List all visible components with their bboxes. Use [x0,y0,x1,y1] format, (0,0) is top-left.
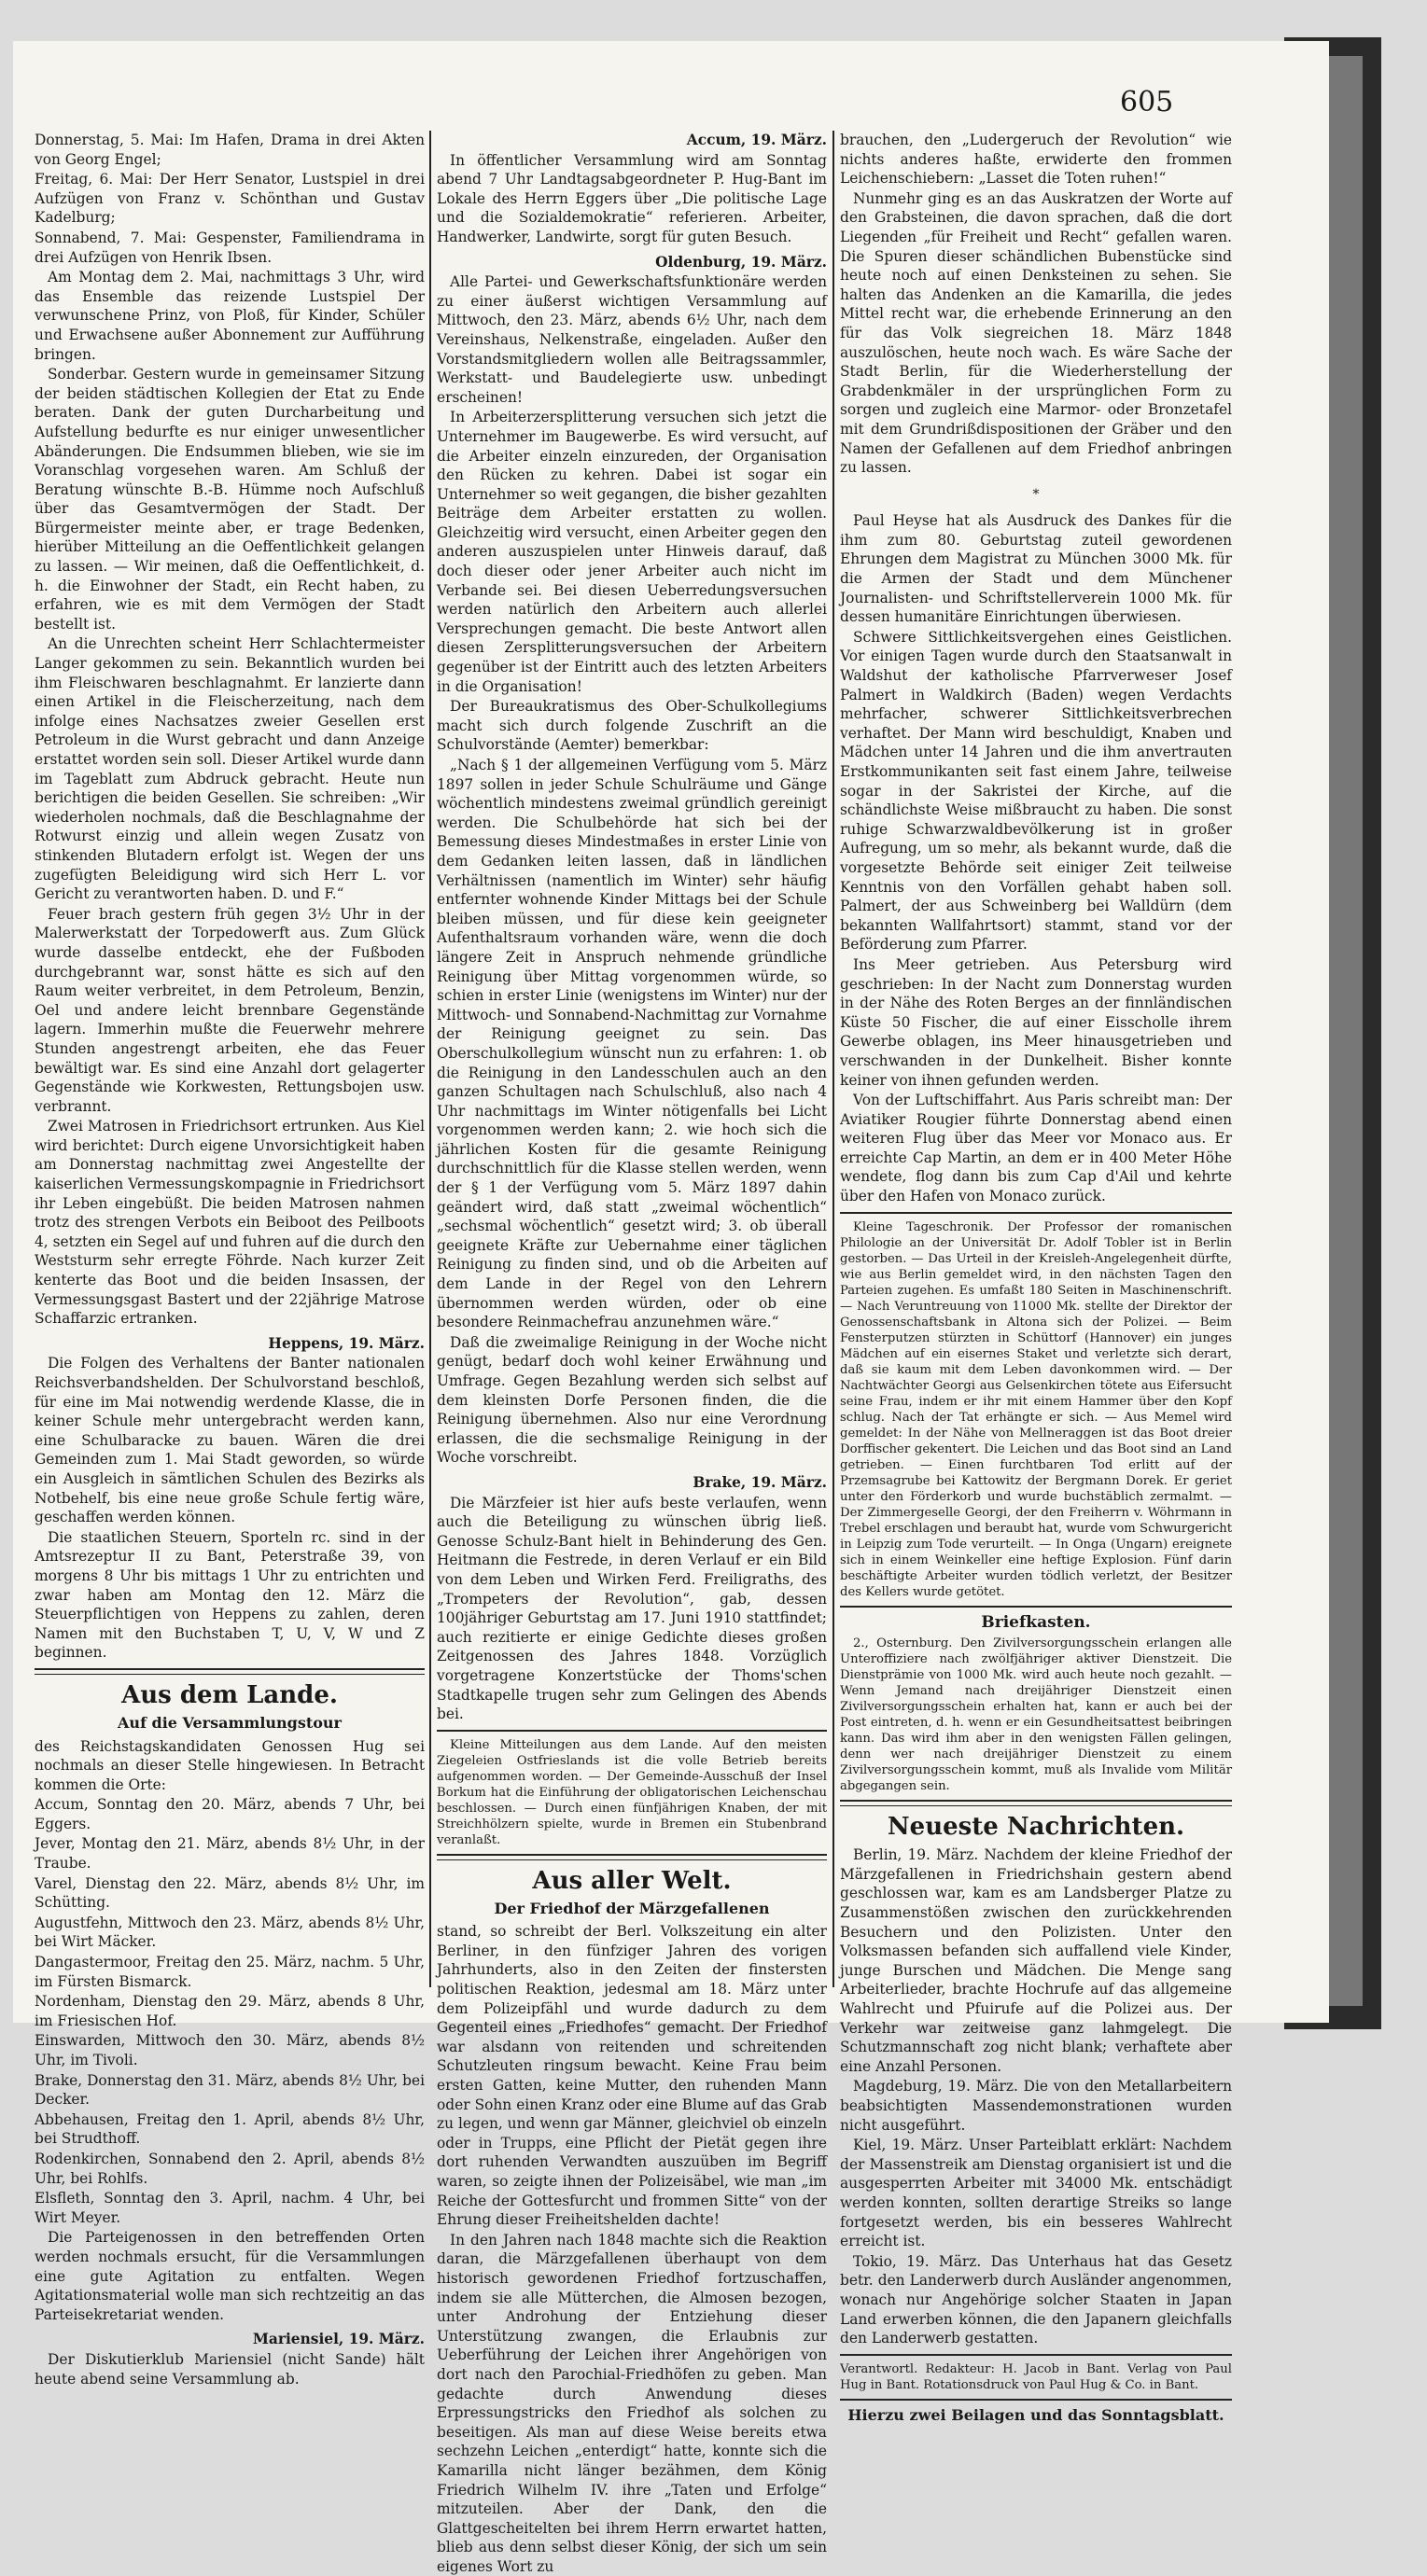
article-paragraph: Feuer brach gestern früh gegen 3½ Uhr in der Malerwerkstatt der Torpedowerft aus. Zum Glück wurde dasselbe entdeckt, ehe der Fußboden durchgebrannt war, sonst hätte es sich auf den Raum weiter verbreitet, in dem Petroleum, Benzin, Oel und andere leicht brennbare Gegenstände lagern. Immerhin mußte die Feuerwehr mehrere Stunden angestrengt arbeiten, ehe das Feuer bewältigt war. Es sind eine Anzahl dort gelagerter Gegenstände wie Korkwesten, Rettungsbojen usw. verbrannt. [35,905,425,1115]
article-paragraph: Der Diskutierklub Mariensiel (nicht Sande) hält heute abend seine Versammlung ab. [35,2350,425,2388]
program-row: Sonnabend, 7. Mai: Gespenster, Familiendrama in drei Aufzügen von Henrik Ibsen. [35,229,425,266]
rule [840,1606,1232,1608]
tour-item: Varel, Dienstag den 22. März, abends 8½ Uhr, im Schütting. [35,1874,425,1912]
article-paragraph: Von der Luftschiffahrt. Aus Paris schreibt man: Der Aviatiker Rougier führte Donnerstag abend einen weiteren Flug über das Meer vor Monaco aus. Er erreichte Cap Martin, an dem er in 400 Meter Höhe wendete, flog dann bis zum Cap d'Ail und kehrte über den Hafen von Monaco zurück. [840,1092,1232,1205]
column-rule [429,131,431,1987]
news-item: Tokio, 19. März. Das Unterhaus hat das Gesetz betr. den Landerwerb durch Ausländer angenommen, wonach nur Angehörige solcher Staaten in Japan Land erwerben können, die den Japanern gleichfalls den Landerwerb gestatten. [840,2252,1232,2347]
article-paragraph: Die Folgen des Verhaltens der Banter nationalen Reichsverbandshelden. Der Schulvorstand beschloß, für eine im Mai notwendig werdende Klasse, die in keiner Schule mehr untergebracht werden kann, eine Schulbaracke zu bauen. Wären die drei Gemeinden zum 1. Mai Stadt geworden, so würde ein Ausgleich in sämtlichen Schulen des Bezirks als Notbehelf, bis eine neue große Schule fertig wäre, geschaffen werden können. [35,1355,425,1526]
page-number: 605 [1120,86,1174,118]
news-item: Kiel, 19. März. Unser Parteiblatt erklärt: Nachdem der Massenstreik am Dienstag organisiert ist und die ausgesperrten Arbeiter mit 34000 Mk. entschädigt werden konnten, sollten derartige Streiks so lange fortgesetzt werden, bis ein besseres Wahlrecht erreicht ist. [840,2137,1232,2250]
tour-item: Jever, Montag den 21. März, abends 8½ Uhr, in der Traube. [35,1835,425,1873]
dateline: Brake, 19. März. [693,1473,827,1491]
article-paragraph: Der Bureaukratismus des Ober-Schulkollegiums macht sich durch folgende Zuschrift an die Schulvorstände (Aemter) bemerkbar: [437,698,827,754]
article-paragraph: Alle Partei- und Gewerkschaftsfunktionäre werden zu einer äußerst wichtigen Versammlung auf Mittwoch, den 23. März, abends 6½ Uhr, nach dem Vereinshaus, Nelkenstraße, eingeladen. Außer den Vorstandsmitgliedern wollen alle Beitragssammler, Werkstatt- und Baudelegierte usw. unbedingt erscheinen! [437,273,827,406]
tour-item: Augustfehn, Mittwoch den 23. März, abends 8½ Uhr, bei Wirt Mäcker. [35,1914,425,1951]
article-paragraph: Schwere Sittlichkeitsvergehen eines Geistlichen. Vor einigen Tagen wurde durch den Staatsanwalt in Waldshut der katholische Pfarrverweser Josef Palmert in Waldkirch (Baden) wegen Verdachts mehrfacher, schwerer Sittlichkeitsverbrechen verhaftet. Der Mann wird beschuldigt, Knaben und Mädchen unter 14 Jahren und die ihm anvertrauten Erstkommunikanten seit fast einem Jahre, teilweise sogar in der Sakristei der Kirche, auf die schändlichste Weise mißbraucht zu haben. Die sonst ruhige Schwarzwaldbevölkerung ist in großer Aufregung, um so mehr, als bekannt wurde, daß die vorgesetzte Behörde seit einiger Zeit teilweise Kenntnis von den Vorfällen gehabt haben soll. Palmert, der aus Schweinberg bei Walldürn (dem bekannten Wallfahrtsort) stammt, stand vor der Beförderung zum Pfarrer. [840,628,1232,954]
article-paragraph: In den Jahren nach 1848 machte sich die Reaktion daran, die Märzgefallenen überhaupt von dem historisch gewordenen Friedhof fortzuschaffen, indem sie alle Mütterchen, die Almosen bezogen, unter Androhung der Entziehung dieser Unterstützung zwangen, die Erlaubnis zur Ueberführung der Leichen ihrer Angehörigen von dort nach den Parochial-Friedhöfen zu geben. Man gedachte durch Anwendung dieses Erpressungstricks den Friedhof als solchen zu beseitigen. Als man auf diese Weise bereits etwa sechzehn Leichen „enterdigt“ hatte, konnte sich die Kamarilla nicht länger bezähmen, dem König Friedrich Wilhelm IV. ihre „Taten und Erfolge“ mitzuteilen. Aber der Dank, den die Glattgescheitelten bei ihrem Herrn erwartet hatten, blieb aus denn selbst dieser König, der sich um sein eigenes Wort zu [437,2231,827,2575]
article-paragraph: Die Parteigenossen in den betreffenden Orten werden nochmals ersucht, für die Versammlungen eine gute Agitation zu entfalten. Wegen Agitationsmaterial wolle man sich rechtzeitig an das Parteisekretariat wenden. [35,2229,425,2323]
small-news: Kleine Mitteilungen aus dem Lande. Auf den meisten Ziegeleien Ostfrieslands ist die volle Betrieb bereits aufgenommen worden. — Der Gemeinde-Ausschuß der Insel Borkum hat die Einführung der obligatorischen Leichenschau beschlossen. — Durch einen fünfjährigen Knaben, der mit Streichhölzern spielte, wurde in Bremen ein Stubenbrand veranlaßt. [437,1737,827,1847]
tour-item: Einswarden, Mittwoch den 30. März, abends 8½ Uhr, im Tivoli. [35,2032,425,2068]
program-row: Freitag, 6. Mai: Der Herr Senator, Lustspiel in drei Aufzügen von Franz v. Schönthan und Gustav Kadelburg; [35,171,425,227]
column-2 [437,131,827,2575]
daily-chronicle: Kleine Tageschronik. Der Professor der romanischen Philologie an der Universität Dr. Adolf Tobler ist in Berlin gestorben. — Das Urteil in der Kreisleh-Angelegenheit dürfte, wie aus Berlin gemeldet wird, in den nächsten Tagen den Parteien zugehen. Es umfaßt 180 Seiten in Maschinenschrift. — Nach Veruntreuung von 11000 Mk. stellte der Direktor der Genossenschaftsbank in Altona sich der Polizei. — Beim Fensterputzen stürzten in Schüttorf (Hannover) ein junges Mädchen auf ein eisernes Staket und verletzte sich derart, daß sie kaum mit dem Leben davonkommen wird. — Der Nachtwächter Georgi aus Gelsenkirchen tötete aus Eifersucht seine Frau, indem er ihr mit einem Hammer über den Kopf schlug. Nach der Tat erhängte er sich. — Aus Memel wird gemeldet: In der Nähe von Mellneraggen ist das Boot dreier Dorffischer gekentert. Die Leichen und das Boot sind an Land getrieben. — Einen furchtbaren Tod erlitt auf der Przemsagrube bei Kattowitz der Bergmann Dorek. Er geriet unter den Förderkorb und wurde buchstäblich zermalmt. — Der Zimmergeselle Georgi, der den Freiherrn v. Wöhrmann in Trebel erschlagen und beraubt hat, wurde vom Schwurgericht in Leipzig zum Tode verurteilt. — In Onga (Ungarn) ereignete sich in einem Weinkeller eine heftige Explosion. Fünf darin beschäftigte Arbeiter wurden tödlich verletzt, der Besitzer des Kellers wurde getötet. [840,1219,1232,1599]
article-paragraph: In öffentlicher Versammlung wird am Sonntag abend 7 Uhr Landtagsabgeordneter P. Hug-Bant im Lokale des Herrn Eggers über „Die politische Lage und die Sozialdemokratie“ referieren. Arbeiter, Handwerker, Landwirte, sorgt für guten Besuch. [437,151,827,245]
news-item: Berlin, 19. März. Nachdem der kleine Friedhof der Märzgefallenen in Friedrichshain gestern abend geschlossen war, kam es am Landsberger Platze zu Zusammenstößen zwischen den zurückkehrenden Besuchern und den Polizisten. Unter den Volksmassen befanden sich auffallend viele Kinder, junge Burschen und Mädchen. Die Menge sang Arbeiterlieder, brachte Hochrufe auf das allgemeine Wahlrecht und Pfuirufe auf die Polizei aus. Der Verkehr war zeitweise ganz lahmgelegt. Die Schutzmannschaft zog nicht blank; verhaftete aber eine Anzahl Personen. [840,1846,1232,2075]
article-paragraph: Ins Meer getrieben. Aus Petersburg wird geschrieben: In der Nacht zum Donnerstag wurden in der Nähe des Roten Berges an der finnländischen Küste 50 Fischer, die auf einer Eisscholle ihrem Gewerbe oblagen, ins Meer hinausgetrieben und verschwanden in der Dunkelheit. Bisher konnte keiner von ihnen gefunden werden. [840,955,1232,1089]
section-title: Neueste Nachrichten. [887,1813,1185,1842]
article-paragraph: Die staatlichen Steuern, Sporteln rc. sind in der Amtsrezeptur II zu Bant, Peterstraße 39, von morgens 8 Uhr bis mittags 1 Uhr zu entrichten und zwar haben am Montag den 12. März die Steuerpflichtigen von Heppens zu zahlen, deren Namen mit den Buchstaben T, U, V, W und Z beginnen. [35,1528,425,1662]
article-paragraph: Nunmehr ging es an das Auskratzen der Worte auf den Grabsteinen, die davon sprachen, daß die dort Liegenden „für Freiheit und Recht“ gefallen waren. Die Spuren dieser schändlichen Bubenstücke sind heute noch auf einen Denksteinen zu sehen. Sie halten das Andenken an die Kamarilla, die jedes Mittel recht war, die erhebende Erinnerung an den für das Volk siegreichen 18. März 1848 auszulöschen, heute noch wach. Es wäre Sache der Stadt Berlin, für die Wiederherstellung der Grabdenkmäler in der ursprünglichen Form zu sorgen und zugleich eine Marmor- oder Bronzetafel mit dem Grundrißdispositionen der Gräber und den Namen der Gefallenen auf dem Friedhof anbringen zu lassen. [840,189,1232,477]
tour-item: Nordenham, Dienstag den 29. März, abends 8 Uhr, im Friesischen Hof. [35,1993,425,2029]
tour-item: Abbehausen, Freitag den 1. April, abends 8½ Uhr, bei Strudthoff. [35,2110,425,2148]
article-paragraph: Die Märzfeier ist hier aufs beste verlaufen, wenn auch die Beteiligung zu wünschen übrig ließ. Genosse Schulz-Bant hielt in Behinderung des Gen. Heitmann die Festrede, in deren Verlauf er ein Bild von dem Leben und Wirken Ferd. Freiligraths, des „Trompeters der Revolution“, gab, dessen 100jähriger Geburtstag am 17. Juni 1910 stattfindet; auch rezitierte er einige Gedichte dieses großen Zeitgenossen des Jahres 1848. Vorzüglich vorgetragene Konzertstücke der Thoms'schen Stadtkapelle trugen sehr zum Gelingen des Abends bei. [437,1494,827,1723]
tour-item: Accum, Sonntag den 20. März, abends 7 Uhr, bei Eggers. [35,1796,425,1832]
tour-item: Elsfleth, Sonntag den 3. April, nachm. 4 Uhr, bei Wirt Meyer. [35,2190,425,2226]
imprint: Verantwortl. Redakteur: H. Jacob in Bant. Verlag von Paul Hug in Bant. Rotationsdruck von Paul Hug & Co. in Bant. [840,2361,1232,2392]
dateline: Oldenburg, 19. März. [655,253,827,271]
footer-note: Hierzu zwei Beilagen und das Sonntagsblatt. [847,2405,1224,2424]
article-paragraph: „Nach § 1 der allgemeinen Verfügung vom 5. März 1897 sollen in jeder Schule Schulräume und Gänge wöchentlich mindestens zweimal gründlich gereinigt werden. Die Schulbehörde hat sich bei der Bemessung dieses Mindestmaßes in erster Linie von dem Gedanken leiten lassen, daß in ländlichen Verhältnissen (namentlich im Winter) sehr häufig entfernter wohnende Kinder Mittags bei der Schule bleiben müssen, und für diese kein geeigneter Aufenthaltsraum vorhanden wäre, wenn die doch längere Zeit in Anspruch nehmende gründliche Reinigung über Mittag vorgenommen würde, so schien in erster Linie (wenigstens im Winter) nur der Mittwoch- und Sonnabend-Nachmittag zur Vornahme der Reinigung geeignet zu sein. Das Oberschulkollegium wünscht nun zu erfahren: 1. ob die Reinigung in den Landesschulen auch an den ganzen Schultagen nach Schulschluß, also nach 4 Uhr nachmittags im Winter nötigenfalls bei Licht vorgenommen werden kann; 2. wie hoch sich die jährlichen Kosten für die gesamte Reinigung durchschnittlich für die Klasse stellen werden, wenn der § 1 der Verfügung vom 5. März 1897 dahin geändert wird, daß statt „zweimal wöchentlich“ „sechsmal wöchentlich“ gesetzt wird; 3. ob überall geeignete Kräfte zur Uebernahme einer täglichen Reinigung zu finden sind, und ob die Arbeiten auf dem Lande in der Regel von den Lehrern übernommen werden würden, oder ob eine besondere Reinmachefrau anzunehmen wäre.“ [437,757,827,1331]
section-rule [437,1854,827,1860]
mailbox-text: 2., Osternburg. Den Zivilversorgungsschein erlangen alle Unteroffiziere nach zwölfjähriger aktiver Dienstzeit. Die Dienstprämie von 1000 Mk. wird auch heute noch gezahlt. — Wenn Jemand nach dreijähriger Dienstzeit einen Zivilversorgungsschein erhalten hat, kann er auch bei der Post eintreten, d. h. wenn er ein Gesundheitsattest beibringen kann. Das wird ihm aber in den wenigsten Fällen gelingen, denn wer nach dreijähriger Dienstzeit zu einem Zivilversorgungsschein kommt, muß als Invalide vom Militär abgegangen sein. [840,1636,1232,1794]
rule [437,1730,827,1732]
rule [840,1212,1232,1214]
article-paragraph: brauchen, den „Ludergeruch der Revolution“ wie nichts anderes haßte, erwiderte den frommen Leichenschiebern: „Lasset die Toten ruhen!“ [840,132,1232,188]
dateline: Heppens, 19. März. [268,1334,425,1352]
program-row: Donnerstag, 5. Mai: Im Hafen, Drama in drei Akten von Georg Engel; [35,132,425,168]
tour-item: Brake, Donnerstag den 31. März, abends 8½ Uhr, bei Decker. [35,2071,425,2109]
column-1 [35,131,425,2388]
sub-title: Auf die Versammlungstour [118,1713,342,1732]
article-paragraph: stand, so schreibt der Berl. Volkszeitung ein alter Berliner, in den fünfziger Jahren des vorigen Jahrhunderts, also in den Zeiten der finstersten politischen Reaktion, jedesmal am 18. März unter dem Polizeipfähl und wurde dadurch zu dem Gegenteil eines „Friedhofes“ gemacht. Der Friedhof war alsdann von reitenden und schreitenden Schutzleuten ringsum bewacht. Keine Frau beim ersten Gatten, keine Mutter, den ruhenden Mann oder Sohn einen Kranz oder eine Blume auf das Grab zu legen, und wenn gar Männer, gleichviel ob einzeln oder in Trupps, eine Pflicht der Pietät gegen ihre dort ruhenden Verwandten auszuüben im Begriff waren, so zeigte ihnen der Polizeisäbel, wie man „im Reiche der Gottesfurcht und frommen Sitte“ von der Ehrung dieser Freiheitshelden dachte! [437,1923,827,2229]
article-paragraph: An die Unrechten scheint Herr Schlachtermeister Langer gekommen zu sein. Bekanntlich wurden bei ihm Fleischwaren beschlagnahmt. Er lanzierte dann einen Artikel in die Fleischerzeitung, nach dem infolge eines Nachsatzes zweier Gesellen erst Petroleum in die Wurst gebracht und dann Anzeige erstattet worden sein soll. Dieser Artikel wurde dann im Tageblatt zum Abdruck gebracht. Heute nun berichtigen die beiden Gesellen. Sie schreiben: „Wir wiederholen nochmals, daß die Beschlagnahme der Rotwurst einzig und allein wegen Zusatz von stinkenden Blutadern erfolgt ist. Wegen der uns zugefügten Beleidigung wird sich Herr L. vor Gericht zu verantworten haben. D. und F.“ [35,635,425,903]
sub-title: Der Friedhof der Märzgefallenen [494,1899,770,1917]
column-3 [840,131,1232,2424]
mailbox-title: Briefkasten. [981,1612,1091,1632]
article-paragraph: Zwei Matrosen in Friedrichsort ertrunken. Aus Kiel wird berichtet: Durch eigene Unvorsichtigkeit haben am Donnerstag nachmittag zwei Angestellte der kaiserlichen Vermessungskompagnie in Friedrichsort ihr Leben eingebüßt. Die beiden Matrosen nahmen trotz des strengen Verbots ein Beiboot des Peilboots 4, setzten ein Segel auf und fuhren auf die durch den Weststurm sehr erregte Föhrde. Nach kurzer Zeit kenterte das Boot und die beiden Insassen, der Vermessungsgast Bastert und der 22jährige Matrose Schaffarzic ertranken. [35,1118,425,1328]
rule [840,2399,1232,2401]
section-title: Aus aller Welt. [532,1866,732,1895]
column-rule [832,131,834,1987]
article-paragraph: des Reichstagskandidaten Genossen Hug sei nochmals an dieser Stelle hingewiesen. In Betracht kommen die Orte: [35,1737,425,1793]
article-paragraph: Sonderbar. Gestern wurde in gemeinsamer Sitzung der beiden städtischen Kollegien der Etat zu Ende beraten. Dank der guten Durcharbeitung und Aufstellung bedurfte es nur einiger unwesentlicher Abänderungen. Die Endsummen blieben, wie sie im Voranschlag vorgesehen waren. Am Schluß der Beratung wünschte B.-B. Hümme noch Aufschluß über das Gesamtvermögen der Stadt. Der Bürgermeister meinte aber, er trage Bedenken, hierüber Mitteilung an die Oeffentlichkeit gelangen zu lassen. — Wir meinen, daß die Oeffentlichkeit, d. h. die Einwohner der Stadt, ein Recht haben, zu erfahren, wie es mit dem Vermögen der Stadt bestellt ist. [35,366,425,633]
news-item: Magdeburg, 19. März. Die von den Metallarbeitern beabsichtigten Massendemonstrationen wurden nicht ausgeführt. [840,2078,1232,2134]
dateline: Accum, 19. März. [686,132,827,148]
rule [840,2354,1232,2356]
article-paragraph: Am Montag dem 2. Mai, nachmittags 3 Uhr, wird das Ensemble das reizende Lustspiel Der verwunschene Prinz, von Ploß, für Kinder, Schüler und Erwachsene außer Abonnement zur Aufführung bringen. [35,269,425,363]
separator-star: * [1032,486,1040,502]
tour-item: Rodenkirchen, Sonnabend den 2. April, abends 8½ Uhr, bei Rohlfs. [35,2150,425,2187]
tour-item: Dangastermoor, Freitag den 25. März, nachm. 5 Uhr, im Fürsten Bismarck. [35,1954,425,1990]
article-paragraph: In Arbeiterzersplitterung versuchen sich jetzt die Unternehmer im Baugewerbe. Es wird versucht, auf die Arbeiter einzeln einzureden, der Organisation den Rücken zu kehren. Dabei ist sogar ein Unternehmer so weit gegangen, die bisher gezahlten Beiträge dem Arbeiter erstatten zu wollen. Gleichzeitig wird versucht, einen Arbeiter gegen den anderen auszuspielen unter Hinweis darauf, daß doch dieser oder jener Arbeiter auch nicht im Verbande sei. Bei diesen Ueberredungsversuchen werden natürlich den Arbeitern auch allerlei Versprechungen gemacht. Die beste Antwort allen diesen Zersplitterungsversuchen der Arbeitern gegenüber ist der Eintritt auch des letzten Arbeiters in die Organisation! [437,409,827,695]
article-paragraph: Paul Heyse hat als Ausdruck des Dankes für die ihm zum 80. Geburtstag zuteil gewordenen Ehrungen dem Magistrat zu München 3000 Mk. für die Armen der Stadt und dem Münchener Journalisten- und Schriftstellerverein 1000 Mk. für dessen humanitäre Einrichtungen überwiesen. [840,512,1232,626]
article-paragraph: Daß die zweimalige Reinigung in der Woche nicht genügt, bedarf doch wohl keiner Erwähnung und Umfrage. Gegen Bezahlung werden sich selbst auf dem kleinsten Dorfe Personen finden, die die Reinigung übernehmen. Also nur eine Verordnung erlassen, die die sechsmalige Reinigung in der Woche vorschreibt. [437,1333,827,1467]
dateline: Mariensiel, 19. März. [252,2331,425,2348]
section-rule [840,1800,1232,1806]
section-title: Aus dem Lande. [121,1680,338,1709]
section-rule [35,1668,425,1675]
